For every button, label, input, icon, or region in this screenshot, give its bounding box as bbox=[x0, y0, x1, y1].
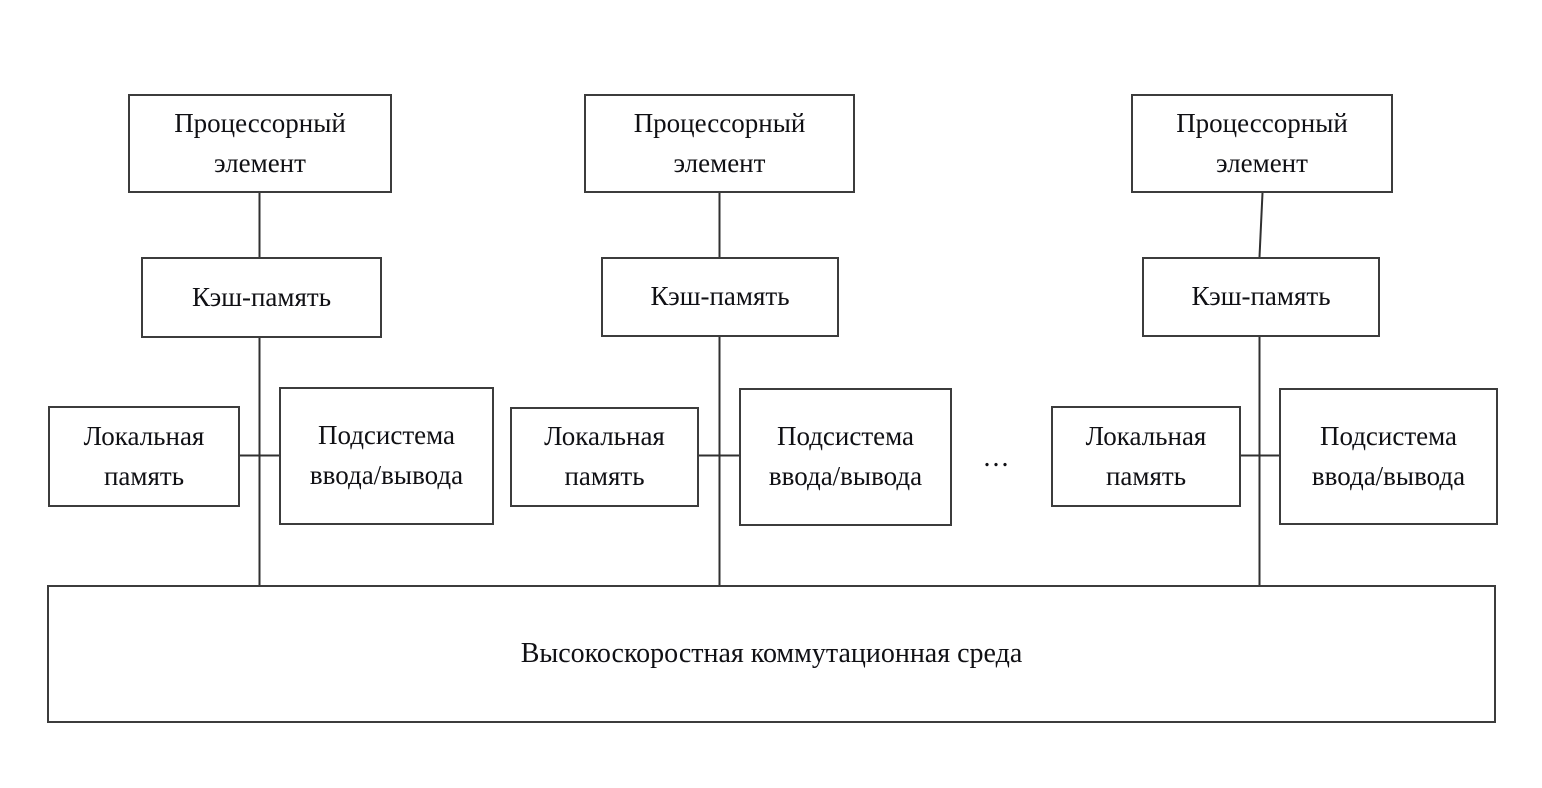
cache-memory-box-1 bbox=[141, 257, 382, 338]
io-subsystem-box-1 bbox=[279, 387, 494, 525]
ellipsis-more-columns: ... bbox=[983, 442, 1011, 473]
local-memory-box-3 bbox=[1051, 406, 1241, 507]
io-subsystem-label-3: Подсистема ввода/вывода bbox=[1311, 420, 1466, 491]
processor-element-box-3 bbox=[1131, 94, 1393, 193]
local-memory-label-1: Локальная память bbox=[83, 420, 205, 491]
cache-memory-box-2 bbox=[601, 257, 839, 337]
local-memory-label-2: Локальная память bbox=[544, 421, 665, 491]
processor-element-label-1: Процессорный элемент bbox=[174, 107, 346, 178]
high-speed-switching-bus-label: Высокоскоростная коммутационная среда bbox=[520, 638, 1023, 669]
processor-element-label-3: Процессорный элемент bbox=[1176, 107, 1348, 178]
io-subsystem-label-1: Подсистема ввода/вывода bbox=[309, 420, 464, 490]
processor-element-box-2 bbox=[584, 94, 855, 193]
local-memory-box-2 bbox=[510, 407, 699, 507]
processor-element-box-1 bbox=[128, 94, 392, 193]
local-memory-box-1 bbox=[48, 406, 240, 507]
local-memory-label-3: Локальная память bbox=[1085, 420, 1207, 491]
high-speed-switching-bus-box bbox=[47, 585, 1496, 723]
connector-pe3-cache3 bbox=[1260, 193, 1263, 257]
io-subsystem-box-3 bbox=[1279, 388, 1498, 525]
io-subsystem-box-2 bbox=[739, 388, 952, 526]
processor-element-label-2: Процессорный элемент bbox=[633, 107, 806, 178]
io-subsystem-label-2: Подсистема ввода/вывода bbox=[768, 421, 923, 491]
cache-memory-label-1: Кэш-память bbox=[191, 281, 332, 312]
cache-memory-label-2: Кэш-память bbox=[650, 281, 790, 312]
cache-memory-box-3 bbox=[1142, 257, 1380, 337]
cache-memory-label-3: Кэш-память bbox=[1191, 281, 1331, 312]
